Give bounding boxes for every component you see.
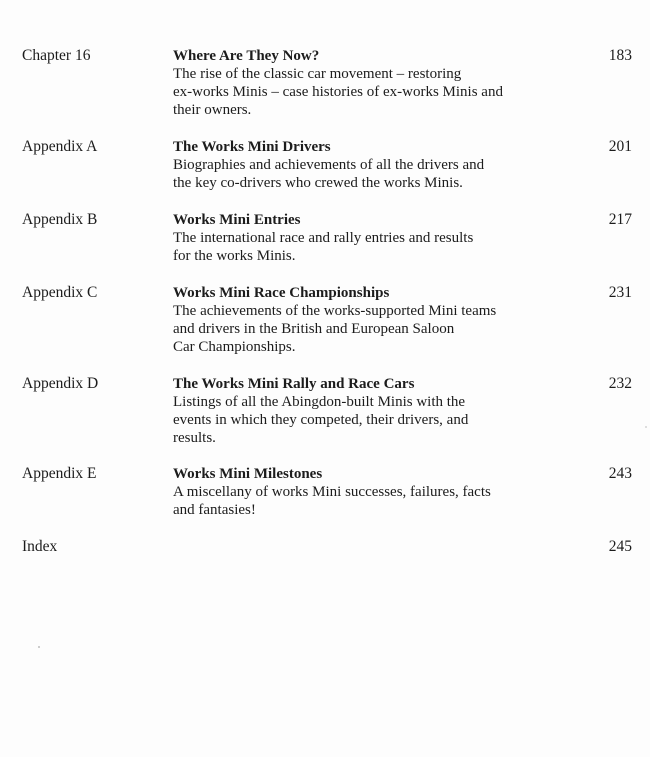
- toc-entry-page-number: 201: [608, 138, 632, 155]
- toc-entry-label: Appendix E: [22, 465, 97, 482]
- toc-entry-page-number: 232: [608, 375, 632, 392]
- toc-entry-page-number: 231: [608, 284, 632, 301]
- toc-entry-content: [173, 375, 553, 447]
- toc-entry-content: [173, 138, 553, 192]
- toc-entry-page-number: 217: [608, 211, 632, 228]
- toc-entry-content: [173, 284, 553, 356]
- scan-speck: [38, 646, 40, 648]
- toc-entry-page-number: 243: [608, 465, 632, 482]
- toc-entry-description-line: for the works Minis.: [173, 248, 296, 264]
- toc-entry-description-line: and fantasies!: [173, 502, 256, 518]
- toc-entry-title: Works Mini Milestones: [173, 466, 323, 482]
- toc-entry-description-line: results.: [173, 430, 216, 446]
- toc-entry-description-line: The international race and rally entries and results: [173, 230, 474, 246]
- toc-entry-description-line: The achievements of the works-supported Mini teams: [173, 303, 497, 319]
- toc-entry-label: Appendix B: [22, 211, 98, 228]
- toc-entry-content: [173, 465, 553, 519]
- toc-entry-description-line: their owners.: [173, 102, 252, 118]
- scan-speck: [645, 426, 647, 428]
- toc-entry-label: Chapter 16: [22, 47, 91, 64]
- toc-entry-title: Where Are They Now?: [173, 48, 320, 64]
- toc-entry-description-line: A miscellany of works Mini successes, failures, facts: [173, 484, 491, 500]
- toc-entry-title: Works Mini Entries: [173, 212, 301, 228]
- toc-entry-description-line: the key co-drivers who crewed the works Minis.: [173, 175, 463, 191]
- toc-entry-description-line: Car Championships.: [173, 339, 296, 355]
- toc-entry-content: [173, 211, 553, 265]
- toc-entry-description-line: Biographies and achievements of all the drivers and: [173, 157, 485, 173]
- toc-entry-label: Index: [22, 538, 58, 555]
- toc-entry-page-number: 183: [608, 47, 632, 64]
- toc-entry-label: Appendix C: [22, 284, 98, 301]
- toc-entry-description-line: Listings of all the Abingdon-built Minis with the: [173, 394, 466, 410]
- toc-entry-label: Appendix D: [22, 375, 99, 392]
- toc-entry-description-line: and drivers in the British and European Saloon: [173, 321, 455, 337]
- toc-entry-label: Appendix A: [22, 138, 98, 155]
- toc-entry-page-number: 245: [608, 538, 632, 555]
- toc-entry-description-line: ex-works Minis – case histories of ex-works Minis and: [173, 84, 503, 100]
- toc-entry-title: The Works Mini Drivers: [173, 139, 331, 155]
- toc-entry-description-line: events in which they competed, their drivers, and: [173, 412, 469, 428]
- toc-entry-title: Works Mini Race Championships: [173, 285, 390, 301]
- toc-entry-content: [173, 47, 553, 119]
- toc-entry-title: The Works Mini Rally and Race Cars: [173, 376, 415, 392]
- toc-entry-description-line: The rise of the classic car movement – restoring: [173, 66, 462, 82]
